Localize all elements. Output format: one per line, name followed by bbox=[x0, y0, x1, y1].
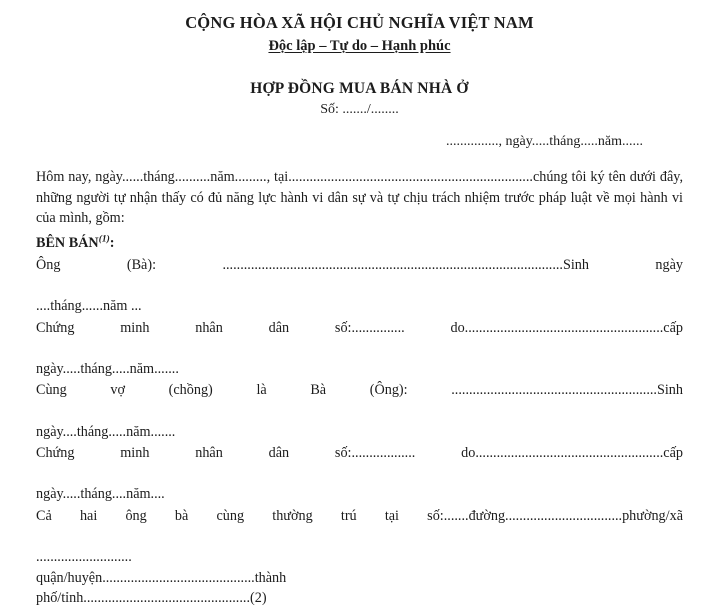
seller-section-footnote-marker: (1) bbox=[98, 234, 110, 245]
national-motto-text: Độc lập – Tự do – Hạnh phúc bbox=[268, 38, 451, 55]
intro-paragraph: Hôm nay, ngày......tháng..........năm........., tại.....................................................................chúng tôi ký tên dưới đây, những người tự nhận thấy có đủ năng lực hành vi dân sự và tự chịu trách nhiệm trước pháp luật về mọi hành vi của mình, gồm: bbox=[36, 168, 683, 227]
residence-field[interactable]: Cả hai ông bà cùng thường trú tại số:.......đường.................................phường/xã bbox=[36, 507, 683, 524]
residence-field-continued[interactable]: ........................... bbox=[36, 549, 132, 566]
district-field[interactable]: quận/huyện...........................................thành bbox=[36, 569, 287, 586]
seller-section-heading-label: BÊN BÁN bbox=[36, 235, 99, 252]
spouse-name-field-continued[interactable]: ngày....tháng.....năm....... bbox=[36, 423, 176, 440]
seller-id-field[interactable]: Chứng minh nhân dân số:............... do........................................................cấp bbox=[36, 319, 683, 336]
spouse-id-field-continued[interactable]: ngày.....tháng....năm.... bbox=[36, 486, 165, 503]
place-and-date-field[interactable]: ..............., ngày.....tháng.....năm...... bbox=[445, 133, 643, 149]
contract-body bbox=[36, 167, 683, 609]
contract-number-field[interactable]: Số: ......./........ bbox=[320, 101, 399, 117]
seller-name-field-continued[interactable]: ....tháng......năm ... bbox=[36, 297, 142, 314]
national-motto bbox=[36, 37, 683, 57]
spouse-name-field[interactable]: Cùng vợ (chồng) là Bà (Ông): ..........................................................Sinh bbox=[36, 382, 683, 399]
spouse-id-field[interactable]: Chứng minh nhân dân số:.................. do.....................................................cấp bbox=[36, 445, 683, 462]
contract-title: HỢP ĐỒNG MUA BÁN NHÀ Ở bbox=[250, 79, 469, 97]
province-field[interactable]: phố/tỉnh...............................................(2) bbox=[36, 590, 267, 607]
national-title: CỘNG HÒA XÃ HỘI CHỦ NGHĨA VIỆT NAM bbox=[185, 13, 534, 32]
seller-id-field-continued[interactable]: ngày.....tháng.....năm....... bbox=[36, 360, 179, 377]
seller-section-heading-colon: : bbox=[109, 235, 115, 252]
seller-section-heading bbox=[36, 233, 683, 254]
seller-name-field[interactable]: Ông (Bà): ................................................................................................Sinh ngày bbox=[36, 256, 683, 273]
